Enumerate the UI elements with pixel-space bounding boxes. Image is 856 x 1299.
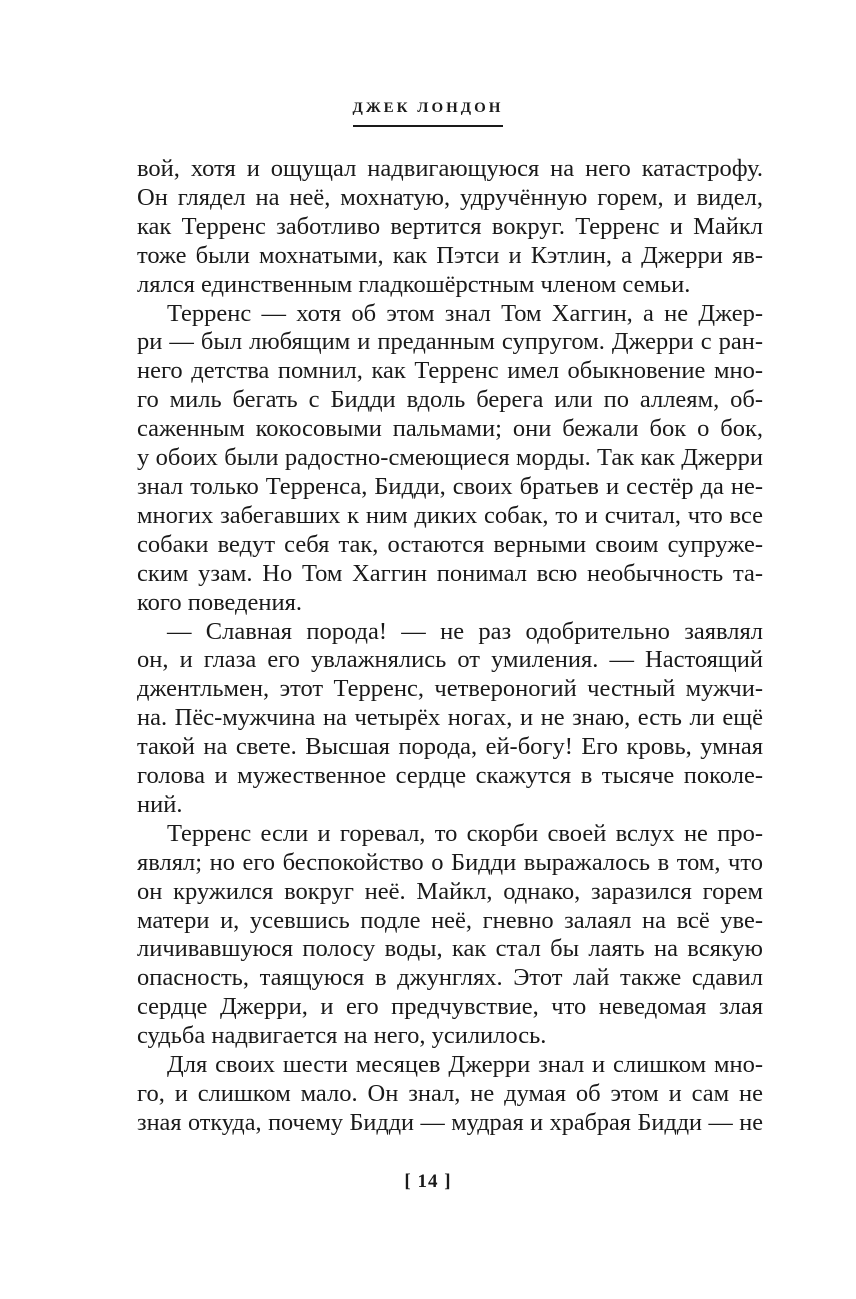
text-line: саженным кокосовыми пальмами; они бежали бок о бок, [137, 415, 763, 443]
paragraph [137, 820, 763, 1051]
page-number: [ 14 ] [404, 1171, 452, 1192]
text-line: на. Пёс-мужчина на четырёх ногах, и не знаю, есть ли ещё [137, 704, 763, 732]
text-line: он кружился вокруг неё. Майкл, однако, заразился горем [137, 877, 763, 905]
text-line: тоже были мохнатыми, как Пэтси и Кэтлин, а Джерри яв- [137, 241, 763, 269]
text-line: Для своих шести месяцев Джерри знал и слишком мно- [167, 1051, 763, 1079]
text-line: сердце Джерри, и его предчувствие, что неведомая злая [137, 993, 763, 1021]
text-line: знал только Терренса, Бидди, своих братьев и сестёр да не- [137, 472, 763, 500]
text-line: Терренс — хотя об этом знал Том Хаггин, а не Джер- [167, 299, 763, 327]
text-line: ским узам. Но Том Хаггин понимал всю необычность та- [137, 559, 763, 587]
paragraph [137, 1051, 763, 1138]
text-line: кого поведения. [137, 588, 303, 616]
text-line: как Терренс заботливо вертится вокруг. Терренс и Майкл [137, 212, 763, 240]
text-line: матери и, усевшись подле неё, гневно залаял на всё уве- [137, 906, 763, 934]
text-line: го миль бегать с Бидди вдоль берега или по аллеям, об- [137, 386, 763, 414]
running-head [0, 99, 856, 127]
paragraph [137, 300, 763, 618]
text-line: голова и мужественное сердце скажутся в тысяче поколе- [137, 762, 763, 790]
text-line: него детства помнил, как Терренс имел обыкновение мно- [137, 357, 763, 385]
body-text [137, 155, 763, 1138]
text-line: Он глядел на неё, мохнатую, удручённую горем, и видел, [137, 183, 763, 211]
text-line: Терренс если и горевал, то скорби своей вслух не про- [167, 819, 763, 847]
text-line: го, и слишком мало. Он знал, не думая об этом и сам не [137, 1080, 763, 1107]
paragraph [137, 155, 763, 300]
text-line: судьба надвигается на него, усилилось. [137, 1022, 547, 1050]
text-line: являл; но его беспокойство о Бидди выражалось в том, что [137, 848, 763, 876]
text-line: — Славная порода! — не раз одобрительно заявлял [167, 617, 763, 645]
text-line: у обоих были радостно-смеющиеся морды. Так как Джерри [137, 444, 763, 472]
text-line: личивавшуюся полосу воды, как стал бы лаять на всякую [137, 935, 763, 963]
text-line: ний. [137, 790, 183, 818]
text-line: опасность, таящуюся в джунглях. Этот лай также сдавил [137, 964, 763, 992]
text-line: зная откуда, почему Бидди — мудрая и храбрая Бидди — не [137, 1108, 763, 1136]
text-line: джентльмен, этот Терренс, четвероногий честный мужчи- [137, 675, 763, 703]
text-line: ри — был любящим и преданным супругом. Джерри с ран- [137, 328, 763, 356]
paragraph [137, 618, 763, 820]
text-line: такой на свете. Высшая порода, ей-богу! Его кровь, умная [137, 733, 763, 761]
text-line: он, и глаза его увлажнялись от умиления. — Настоящий [137, 646, 763, 674]
text-line: лялся единственным гладкошёрстным членом семьи. [137, 270, 691, 298]
text-line: вой, хотя и ощущал надвигающуюся на него катастрофу. [137, 155, 763, 182]
text-line: многих забегавших к ним диких собак, то и считал, что все [137, 501, 763, 529]
text-line: собаки ведут себя так, остаются верными своим супруже- [137, 530, 763, 558]
running-head-title: ДЖЕК ЛОНДОН [353, 100, 504, 127]
